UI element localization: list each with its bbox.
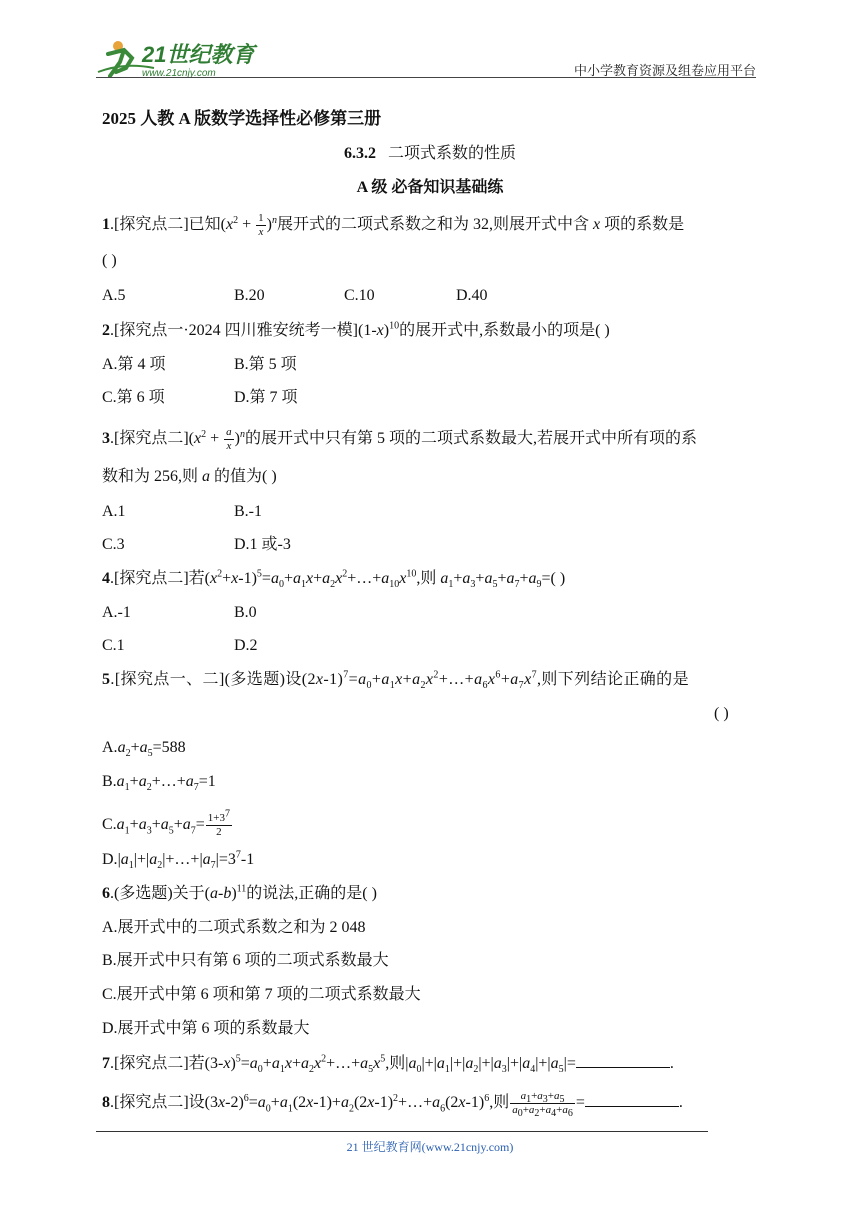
option-d[interactable]: D.第 7 项 [234, 389, 298, 406]
question-text: (多选题)关于( [114, 885, 210, 902]
fraction: $\frac{1}{x}$ [258, 212, 264, 238]
fraction: $\frac{a}{x}$ [226, 426, 232, 452]
option-label: A. [102, 739, 118, 756]
question-text: = [575, 1094, 585, 1112]
question-text: ) [383, 322, 390, 339]
answer-blank[interactable] [576, 1053, 670, 1068]
question-text: [探究点二]设(3 [114, 1094, 218, 1112]
section-title: 二项式系数的性质 [387, 145, 516, 162]
question-text: 的展开式中只有第 5 项的二项式系数最大,若展开式中所有项的系 [244, 430, 697, 448]
option-a[interactable]: A.-1 [102, 604, 131, 621]
question-text: [探究点二]若( [114, 570, 210, 587]
option-c[interactable]: C.第 6 项 [102, 389, 165, 406]
question-text: =( ) [541, 570, 566, 587]
level-heading: A 级 必备知识基础练 [356, 179, 504, 196]
question-text: [探究点二]已知( [114, 216, 226, 234]
question-number: 8 [102, 1094, 110, 1112]
question-3-cont: 数和为 256,则 a 的值为( ) [102, 468, 277, 485]
option-b[interactable]: B.第 5 项 [234, 356, 297, 373]
question-number: 4 [102, 570, 110, 587]
option-d[interactable]: D.1 或-3 [234, 536, 291, 553]
footer-divider [96, 1131, 708, 1132]
question-4: 4.[探究点二]若$(x^2+x-1)^5=a_0+a_1x+a_2x^2+\dots+a_{10}x^{10}$,则 $a_1+a_3+a_5+a_7+a_9=$( ) [102, 568, 566, 591]
question-number: 6 [102, 885, 110, 902]
question-text: 的值为( ) [210, 468, 277, 485]
question-text: 项的系数是 [600, 216, 685, 234]
question-text: [探究点二]若(3- [114, 1055, 224, 1072]
option-d[interactable]: $D.|a_1|+|a_2|+\dots+|a_7|=3^7-1$ [102, 849, 255, 872]
question-text: ,则下列结论正确的是 [536, 671, 689, 688]
option-c[interactable]: C.10 [344, 287, 375, 304]
site-logo [94, 32, 264, 82]
option-d[interactable]: D.2 [234, 637, 258, 654]
site-description: 中小学教育资源及组卷应用平台 [573, 63, 756, 78]
answer-paren: ( ) [102, 252, 117, 269]
option-label: B. [102, 773, 117, 790]
option-a[interactable]: A.展开式中的二项式系数之和为 2 048 [102, 919, 366, 936]
fraction: $\frac{a_1+a_3+a_5}{a_0+a_2+a_4+a_6}$ [512, 1090, 573, 1120]
question-text: . [669, 1055, 674, 1072]
logo-text: 21世纪教育 [142, 42, 255, 67]
option-c[interactable]: C.3 [102, 536, 125, 553]
fraction: $\frac{1+3^7}{2}$ [207, 808, 231, 838]
option-a[interactable]: $A.a_2+a_5=588$ [102, 739, 186, 760]
question-text: 数和为 256,则 [102, 468, 203, 485]
option-c[interactable]: C.1 [102, 637, 125, 654]
question-6: 6.(多选题)关于$(a-b)^{11}$的说法,正确的是( ) [102, 883, 377, 902]
footer-link[interactable]: 21 世纪教育网(www.21cnjy.com) [346, 1140, 514, 1154]
question-1: 1.[探究点二]已知($x^2$ + $\frac{1}{x}$ )$^n$展开式的二项式系数之和为 32,则展开式中含 x 项的系数是 [102, 212, 685, 238]
question-text: 的展开式中,系数最小的项是( ) [399, 322, 610, 339]
option-c[interactable]: $C.a_1+a_3+a_5+a_7=$ $\frac{1+3^7}{2}$ [102, 808, 231, 838]
question-2: 2.[探究点一·2024 四川雅安统考一模]$(1-x)^{10}$的展开式中,系数最小的项是( ) [102, 320, 610, 339]
option-b[interactable]: B.0 [234, 604, 257, 621]
option-label: C. [102, 816, 117, 834]
option-a[interactable]: A.5 [102, 287, 126, 304]
question-7: 7.[探究点二]若$(3-x)^5=a_0+a_1x+a_2x^2+\dots+a_5x^5$,则$|a_0|+|a_1|+|a_2|+|a_3|+|a_4|+|a_5|=$ . [102, 1053, 674, 1076]
section-number: 6.3.2 [343, 145, 376, 162]
question-number: 1 [102, 216, 110, 234]
question-number: 3 [102, 430, 110, 448]
option-label: D. [102, 851, 118, 868]
option-b[interactable]: B.展开式中只有第 6 项的二项式系数最大 [102, 952, 389, 969]
option-d[interactable]: D.展开式中第 6 项的系数最大 [102, 1020, 310, 1037]
question-number: 2 [102, 322, 110, 339]
question-text: 的说法,正确的是( ) [246, 885, 377, 902]
question-text: [探究点一·2024 四川雅安统考一模](1- [114, 322, 377, 339]
logo-url: www.21cnjy.com [142, 68, 216, 79]
question-text: 展开式的二项式系数之和为 32,则展开式中含 [276, 216, 593, 234]
option-a[interactable]: A.1 [102, 503, 126, 520]
option-b[interactable]: B.20 [234, 287, 265, 304]
book-title: 2025 人教 A 版数学选择性必修第三册 [102, 109, 382, 128]
answer-blank[interactable] [585, 1092, 679, 1107]
question-text: = [566, 1055, 576, 1072]
question-text: [探究点一、二](多选题)设(2 [114, 671, 316, 688]
answer-paren: ( ) [714, 705, 729, 722]
question-8: 8.[探究点二]设$(3x-2)^6=a_0+a_1(2x-1)+a_2(2x-1)^2+\dots+a_6(2x-1)^6$,则 $\frac{a_1+a_3+a_5}{a_0+a_2+a_4+a_6}$ = . [102, 1090, 683, 1120]
header-divider [96, 77, 756, 78]
option-c[interactable]: C.展开式中第 6 项和第 7 项的二项式系数最大 [102, 986, 421, 1003]
question-number: 5 [102, 671, 111, 688]
question-3: 3.[探究点二]($x^2$ + $\frac{a}{x}$ )$^n$的展开式中只有第 5 项的二项式系数最大,若展开式中所有项的系 [102, 426, 697, 452]
option-a[interactable]: A.第 4 项 [102, 356, 166, 373]
question-text: [探究点二]( [114, 430, 194, 448]
option-b[interactable]: B.-1 [234, 503, 262, 520]
option-d[interactable]: D.40 [456, 287, 488, 304]
option-b[interactable]: $B.a_1+a_2+\dots+a_7=1$ [102, 773, 216, 794]
section-heading [0, 140, 860, 163]
question-number: 7 [102, 1055, 110, 1072]
question-text: . [678, 1094, 683, 1112]
question-5: 5.[探究点一、二](多选题)设$(2x-1)^7=a_0+a_1x+a_2x^2+\dots+a_6x^6+a_7x^7$,则下列结论正确的是 [102, 669, 689, 692]
